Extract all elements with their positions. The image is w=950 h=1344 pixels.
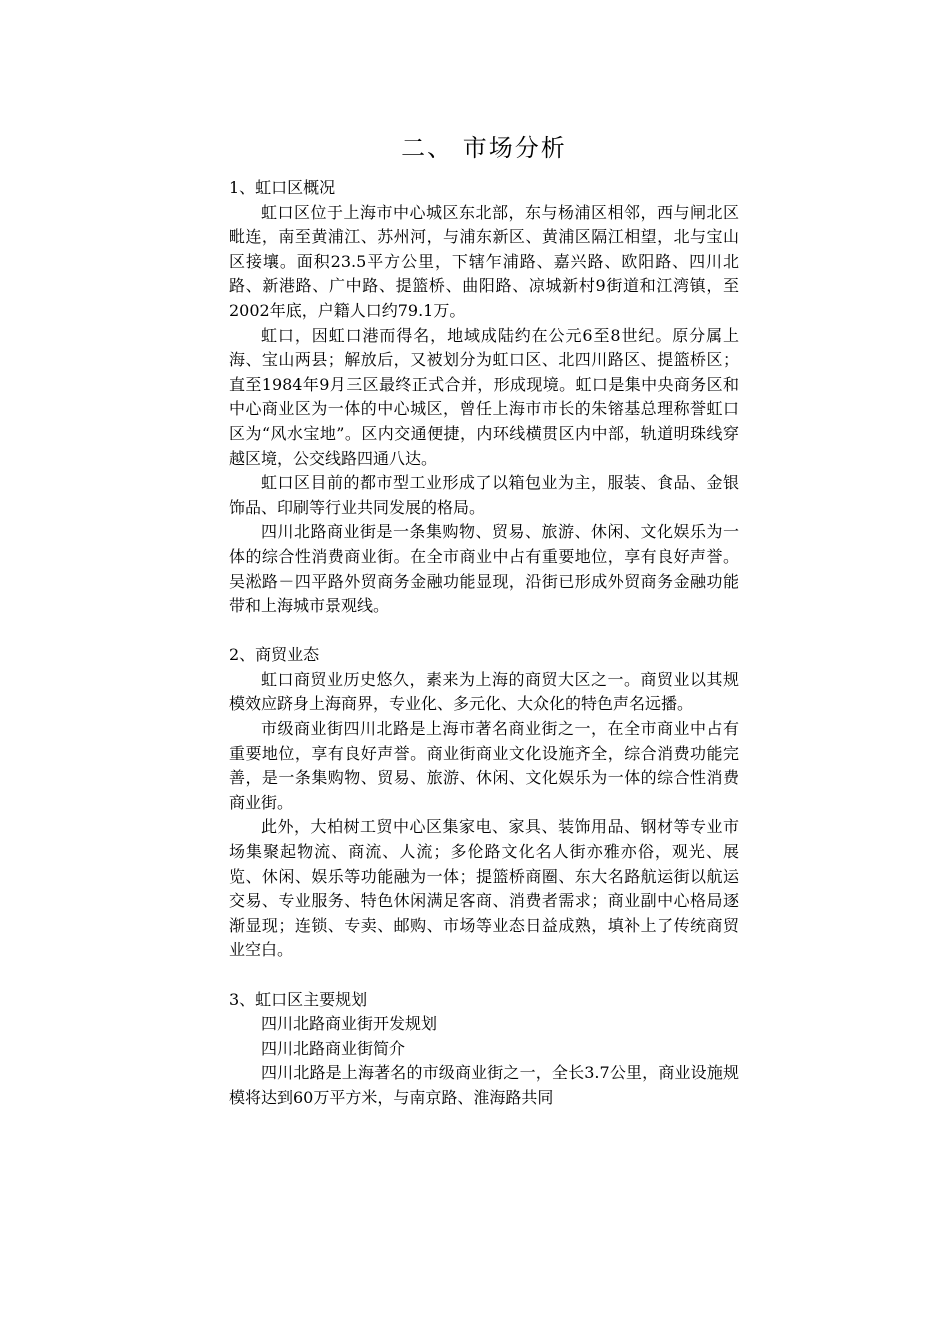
section-spacer	[229, 619, 739, 644]
section-heading: 2、商贸业态	[229, 645, 320, 665]
paragraph: 此外，大柏树工贸中心区集家电、家具、装饰用品、钢材等专业市场集聚起物流、商流、人流；多伦路文化名人街亦雅亦俗，观光、展览、休闲、娱乐等功能融为一体；提篮桥商圈、东大名路航运街以航运交易、专业服务、特色休闲满足客商、消费者需求；商业副中心格局逐渐显现；连锁、专卖、邮购、市场等业态日益成熟，填补上了传统商贸业空白。	[229, 817, 739, 960]
subheading: 四川北路商业街开发规划	[261, 1014, 438, 1034]
section-heading: 3、虹口区主要规划	[229, 989, 368, 1009]
document-page	[229, 128, 739, 1111]
document-title: 二、 市场分析	[401, 134, 567, 162]
section-planning	[229, 988, 739, 1111]
paragraph: 四川北路是上海著名的市级商业街之一，全长3.7公里，商业设施规模将达到60万平方米，与南京路、淮海路共同	[229, 1063, 739, 1107]
paragraph: 虹口区位于上海市中心城区东北部，东与杨浦区相邻，西与闸北区毗连，南至黄浦江、苏州河，与浦东新区、黄浦区隔江相望，北与宝山区接壤。面积23.5平方公里，下辖乍浦路、嘉兴路、欧阳路、四川北路、新港路、广中路、提篮桥、曲阳路、凉城新村9街道和江湾镇，至2002年底，户籍人口约79.1万。	[229, 202, 739, 320]
paragraph: 四川北路商业街是一条集购物、贸易、旅游、休闲、文化娱乐为一体的综合性消费商业街。在全市商业中占有重要地位，享有良好声誉。吴淞路－四平路外贸商务金融功能显现，沿街已形成外贸商务金融功能带和上海城市景观线。	[229, 522, 739, 616]
section-overview	[229, 176, 739, 619]
paragraph: 虹口，因虹口港而得名，地域成陆约在公元6至8世纪。原分属上海、宝山两县；解放后，又被划分为虹口区、北四川路区、提篮桥区；直至1984年9月三区最终正式合并，形成现境。虹口是集中央商务区和中心商业区为一体的中心城区，曾任上海市市长的朱镕基总理称誉虹口区为“风水宝地”。区内交通便捷，内环线横贯区内中部，轨道明珠线穿越区境，公交线路四通八达。	[229, 325, 739, 468]
subheading: 四川北路商业街简介	[261, 1038, 406, 1058]
paragraph: 虹口商贸业历史悠久，素来为上海的商贸大区之一。商贸业以其规模效应跻身上海商界，专业化、多元化、大众化的特色声名远播。	[229, 669, 739, 714]
paragraph: 虹口区目前的都市型工业形成了以箱包业为主，服装、食品、金银饰品、印刷等行业共同发展的格局。	[229, 473, 739, 517]
section-heading: 1、虹口区概况	[229, 178, 336, 197]
paragraph: 市级商业街四川北路是上海市著名商业街之一，在全市商业中占有重要地位，享有良好声誉。商业街商业文化设施齐全，综合消费功能完善，是一条集购物、贸易、旅游、休闲、文化娱乐为一体的综合性消费商业街。	[229, 719, 739, 812]
section-spacer	[229, 963, 739, 988]
section-commerce	[229, 643, 739, 963]
